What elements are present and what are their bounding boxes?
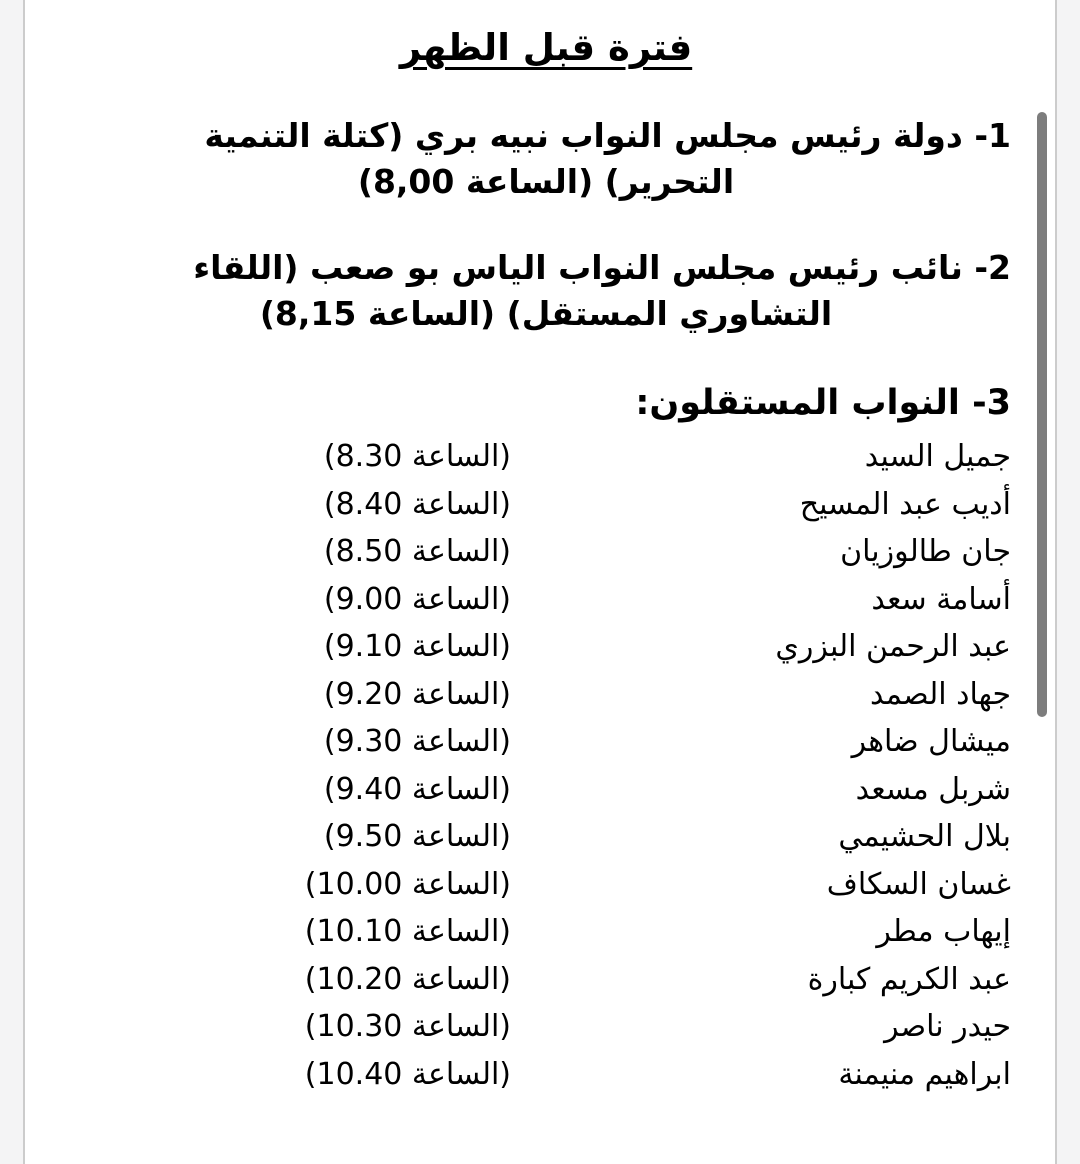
entry-speaker-line-1: 1- دولة رئيس مجلس النواب نبيه بري (كتلة التنمية [204, 116, 1011, 155]
mp-name: جان طالوزيان [840, 534, 1011, 569]
mp-time: (الساعة 10.40) [304, 1056, 511, 1092]
mp-time: (الساعة 10.10) [304, 914, 511, 949]
schedule-row [81, 908, 1011, 956]
schedule-row [81, 861, 1011, 909]
right-gutter [1055, 0, 1080, 1164]
document-page [25, 0, 1055, 1164]
mp-time: (الساعة 9.40) [323, 771, 511, 807]
mp-time: (الساعة 10.30) [304, 1009, 511, 1044]
schedule-row [81, 433, 1011, 481]
entry-deputy-speaker-line-2: التشاوري المستقل) (الساعة 8,15) [259, 294, 833, 333]
mp-name: جهاد الصمد [870, 676, 1011, 712]
mp-name: حيدر ناصر [884, 1009, 1011, 1044]
schedule-row [81, 481, 1011, 529]
schedule-row [81, 671, 1011, 719]
mp-name: شربل مسعد [855, 771, 1011, 807]
mp-time: (الساعة 9.50) [323, 819, 511, 854]
schedule-row [81, 576, 1011, 624]
entry-speaker [81, 113, 1011, 205]
mp-name: أسامة سعد [871, 581, 1011, 617]
mp-time: (الساعة 9.10) [323, 629, 511, 664]
mp-time: (الساعة 8.50) [323, 534, 511, 569]
mp-time: (الساعة 9.20) [323, 676, 511, 712]
schedule-row [81, 1051, 1011, 1099]
schedule-row [81, 623, 1011, 671]
mp-name: ميشال ضاهر [851, 724, 1011, 759]
schedule-row [81, 766, 1011, 814]
mp-time: (الساعة 9.00) [323, 581, 511, 617]
document-title: فترة قبل الظهر [399, 26, 693, 69]
schedule-row [81, 956, 1011, 1004]
schedule-list [81, 433, 1011, 1098]
mp-time: (الساعة 8.40) [323, 486, 511, 522]
entry-deputy-speaker [81, 245, 1011, 337]
entry-speaker-line-2: التحرير) (الساعة 8,00) [357, 162, 735, 201]
schedule-row [81, 813, 1011, 861]
mp-name: بلال الحشيمي [838, 819, 1011, 854]
mp-time: (الساعة 10.20) [304, 961, 511, 997]
left-gutter [0, 0, 25, 1164]
schedule-row [81, 528, 1011, 576]
scrollbar-thumb[interactable] [1037, 112, 1047, 717]
schedule-row [81, 718, 1011, 766]
entry-deputy-speaker-line-1: 2- نائب رئيس مجلس النواب الياس بو صعب (اللقاء [193, 248, 1011, 287]
mp-name: أديب عبد المسيح [799, 486, 1011, 522]
mp-name: إيهاب مطر [876, 914, 1011, 949]
mp-name: غسان السكاف [826, 866, 1011, 902]
mp-name: عبد الرحمن البزري [775, 629, 1011, 664]
mp-time: (الساعة 9.30) [323, 724, 511, 759]
mp-time: (الساعة 10.00) [304, 866, 511, 902]
mp-name: جميل السيد [864, 439, 1011, 474]
section-heading-independent-mps: 3- النواب المستقلون: [635, 383, 1011, 423]
schedule-row [81, 1003, 1011, 1051]
mp-name: ابراهيم منيمنة [838, 1056, 1011, 1092]
mp-name: عبد الكريم كبارة [807, 961, 1011, 997]
mp-time: (الساعة 8.30) [323, 439, 511, 474]
